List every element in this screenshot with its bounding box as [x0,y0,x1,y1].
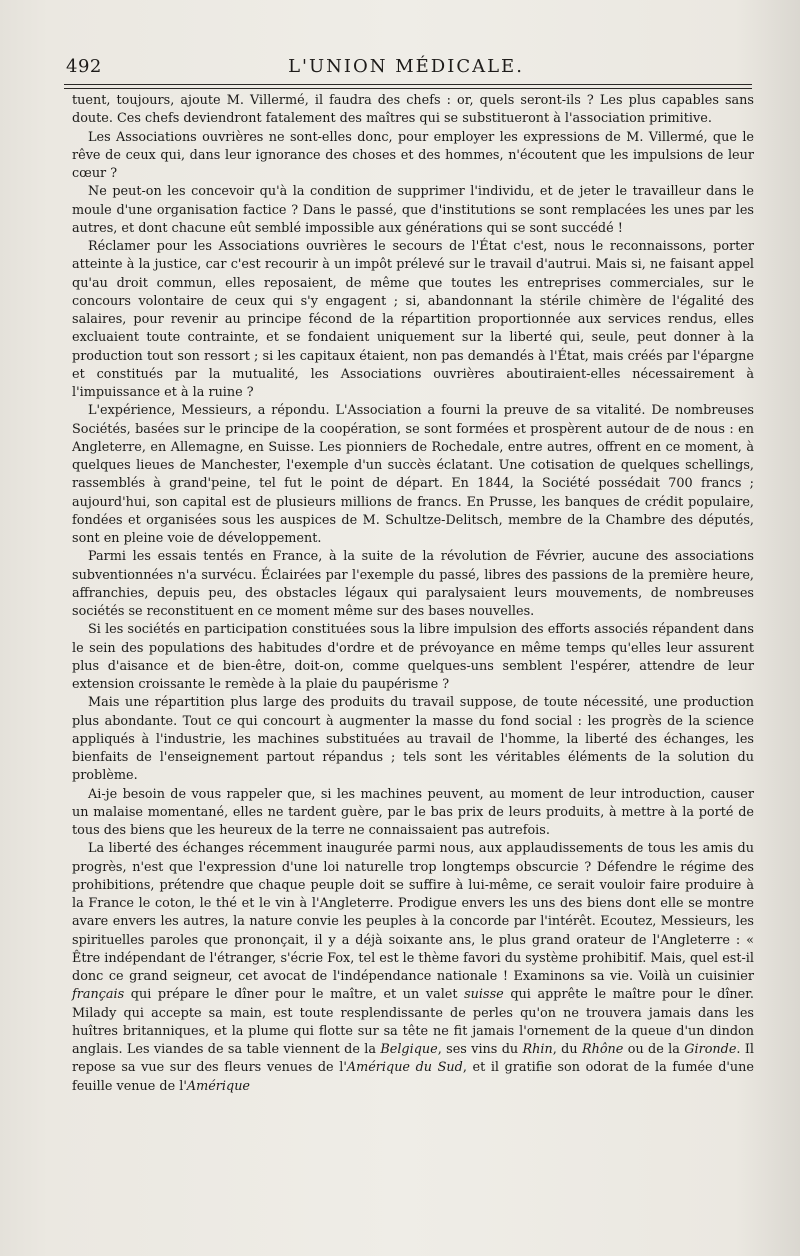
italic-text: Amérique du Sud [346,1060,463,1076]
italic-text: Gironde [684,1042,737,1057]
text-run: Parmi les essais tentés en France, à la suite de la révolution de Février, aucune des associations subventionnées n'a survécu. Éclairées par l'exemple du passé, libres des passions de la première heure, affranchies, depuis peu, des obstacles légaux qui paralysaient leurs mouvements, de nombreuses sociétés se reconstituent en ce moment même sur des bases nouvelles. [72,549,754,619]
text-run: ou de la [623,1042,685,1057]
paragraph [72,238,754,402]
text-run: Ai-je besoin de vous rappeler que, si les machines peuvent, au moment de leur introduction, causer un malaise momentané, elles ne tardent guère, par le bas prix de leurs produits, à mettre à la porté de tous des biens que les heureux de la terre ne connaissaient pas autrefois. [72,786,754,838]
text-run: Les Associations ouvrières ne sont-elles donc, pour employer les expressions de M. Villermé, que le rêve de ceux qui, dans leur ignorance des choses et des hommes, n'écoutent que les impulsions de leur cœur ? [72,129,754,181]
paragraph [72,183,754,238]
italic-text: suisse [464,987,504,1003]
header-rule [64,84,752,85]
text-run: Réclamer pour les Associations ouvrières le secours de l'État c'est, nous le reconnaissons, porter atteinte à la justice, car c'est recourir à un impôt prélevé sur le travail d'autrui. Mais si, ne faisant appel qu'au droit commun, elles reposaient, de même que toutes les entreprises commerciales, sur le concours volontaire de ceux qui s'y engagent ; si, abandonnant la stérile chimère de l'égalité des salaires, pour revenir au principe fécond de la répartition proportionnée aux services rendus, elles excluaient toute contrainte, et se fondaient uniquement sur la liberté qui, seule, peut donner à la production tout son ressort ; si les capitaux étaient, non pas demandés à l'État, mais créés par l'épargne et constitués par la mutualité, les Associations ouvrières aboutiraient-elles nécessairement à l'impuissance et à la ruine ? [72,239,754,400]
text-run: Si les sociétés en participation constituées sous la libre impulsion des efforts associés répandent dans le sein des populations des habitudes d'ordre et de prévoyance en même temps qu'elles leur assurent plus d'aisance et de bien-être, doit-on, comme quelques-uns semblent l'espérer, attendre de leur extension croissante le remède à la plaie du paupérisme ? [72,622,754,692]
paragraph [72,92,754,129]
text-run: La liberté des échanges récemment inaugurée parmi nous, aux applaudissements de tous les amis du progrès, n'est que l'expression d'une loi naturelle trop longtemps obscurcie ? Défendre le régime des prohibitions, prétendre que chaque peuple doit se suffire à lui-même, ce serait vouloir faire produire à la France le coton, le thé et le vin à l'Angleterre. Prodigue envers les uns des biens dont elle se montre avare envers les autres, la nature convie les peuples à la concorde par l'intérêt. Ecoutez, Messieurs, les spirituelles paroles que prononçait, il y a déjà soixante ans, le plus grand orateur de l'Angleterre : « Être indépendant de l'étranger, s'écrie Fox, tel est le thème favori du système prohibitif. Mais, quel est-il donc ce grand seigneur, cet avocat de l'indépendance nationale ! Examinons sa vie. Voilà un cuisinier [72,841,754,984]
italic-text: Belgique [380,1042,438,1057]
text-run: qui apprête le maître pour le dîner. Milady qui accepte sa main, est toute resplendissante de perles qu'on ne trouvera jamais dans les huîtres britanniques, et la plume qui flotte sur sa tête ne fit jamais l'ornement de la queue d'un dindon anglais. Les viandes de sa table viennent de la [72,987,754,1057]
paragraph [72,694,754,785]
paragraph [72,402,754,548]
paragraph [72,129,754,184]
running-head [60,56,752,82]
italic-text: français [72,987,125,1003]
paragraph [72,840,754,1096]
italic-text: Rhin [522,1042,553,1057]
header-rule-thin [64,88,752,89]
journal-title: L'UNION MÉDICALE. [288,56,524,77]
paragraph [72,621,754,694]
text-run: tuent, toujours, ajoute M. Villermé, il faudra des chefs : or, quels seront-ils ? Les plus capables sans doute. Ces chefs deviendront fatalement des maîtres qui se substitueront à l'association primitive. [72,93,754,127]
text-run: qui prépare le dîner pour le maître, et un valet [124,987,465,1003]
text-run: Mais une répartition plus large des produits du travail suppose, de toute nécessité, une production plus abondante. Tout ce qui concourt à augmenter la masse du fond social : les progrès de la science appliqués à l'industrie, les machines substituées au travail de l'homme, la liberté des échanges, les bienfaits de l'enseignement partout répandus ; tels sont les véritables éléments de la solution du problème. [72,695,754,784]
text-run: Ne peut-on les concevoir qu'à la condition de supprimer l'individu, et de jeter le travailleur dans le moule d'une organisation factice ? Dans le passé, que d'institutions se sont remplacées les unes par les autres, et dont chacune eût semblé impossible aux générations qui se sont succédé ! [72,184,754,236]
text-run: , et il gratifie son odorat de la fumée d'une feuille venue de l' [72,1060,754,1094]
text-run: . Il repose sa vue sur des fleurs venues de l' [72,1042,754,1076]
paragraph [72,786,754,841]
text-run: , ses vins du [437,1042,523,1057]
italic-text: Amérique [186,1078,251,1094]
article-body [72,92,754,1096]
italic-text: Rhône [581,1042,624,1057]
paragraph [72,548,754,621]
page-number: 492 [66,56,102,77]
text-run: L'expérience, Messieurs, a répondu. L'Association a fourni la preuve de sa vitalité. De nombreuses Sociétés, basées sur le principe de la coopération, se sont formées et prospèrent autour de de nous : en Angleterre, en Allemagne, en Suisse. Les pionniers de Rochedale, entre autres, offrent en ce moment, à quelques lieues de Manchester, l'exemple d'un succès éclatant. Une cotisation de quelques schellings, rassemblés à grand'peine, tel fut le point de départ. En 1844, la Société possédait 700 francs ; aujourd'hui, son capital est de plusieurs millions de francs. En Prusse, les banques de crédit populaire, fondées et organisées sous les auspices de M. Schultze-Delitsch, membre de la Chambre des députés, sont en pleine voie de développement. [72,403,754,546]
text-run: , du [552,1042,582,1057]
